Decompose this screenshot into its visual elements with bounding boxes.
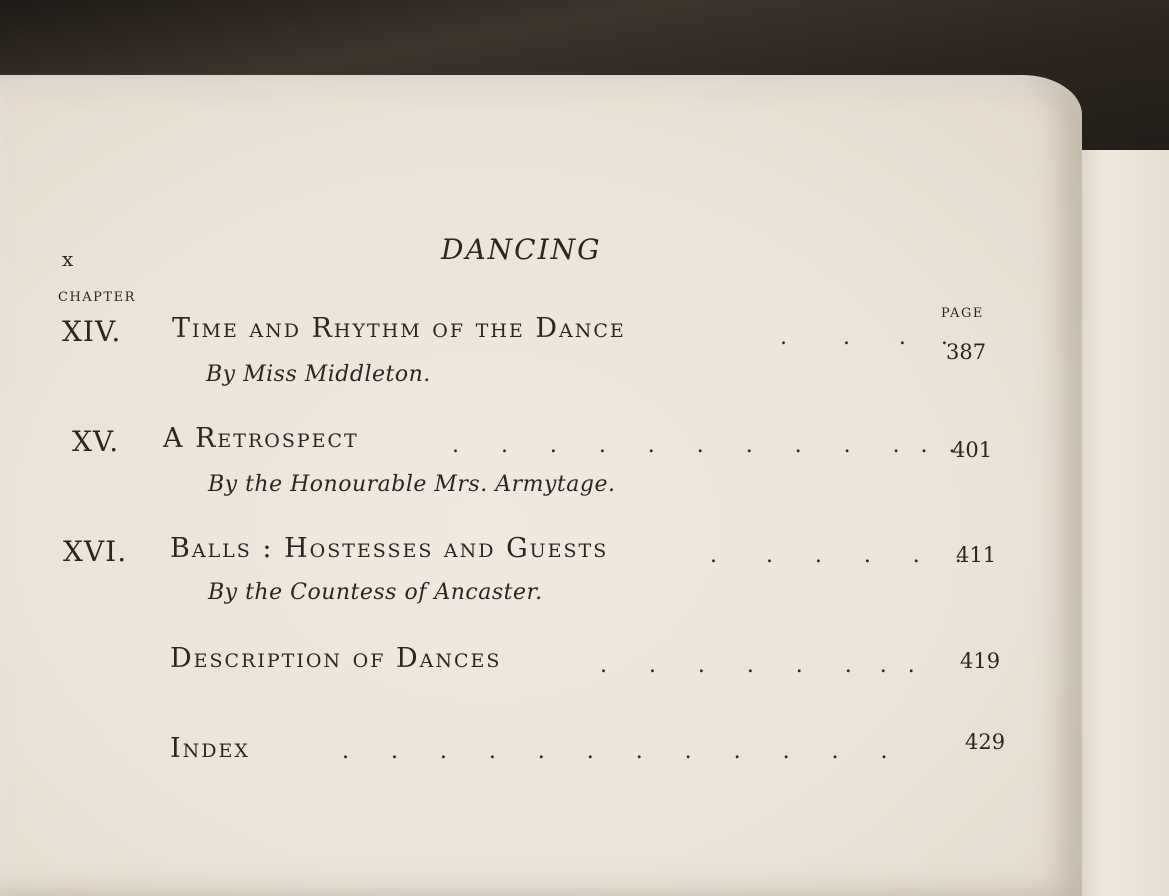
chapter-column-label: CHAPTER	[58, 290, 136, 305]
chapter-number: XVI.	[63, 535, 128, 568]
chapter-author: By the Countess of Ancaster.	[208, 580, 543, 605]
page-number: 429	[965, 730, 1006, 754]
page-column-label: PAGE	[941, 306, 984, 321]
dot-leader: . . . . . . . . . . . .	[452, 433, 956, 458]
chapter-number: XIV.	[62, 315, 122, 348]
chapter-title: Balls : Hostesses and Guests	[170, 533, 609, 564]
page-number: 401	[952, 438, 993, 462]
chapter-title: A Retrospect	[163, 423, 359, 454]
section-title: Description of Dances	[170, 643, 502, 674]
dot-leader: . . . .	[780, 325, 948, 350]
book-page	[0, 75, 1082, 896]
page-number: 419	[960, 649, 1001, 673]
chapter-author: By the Honourable Mrs. Armytage.	[208, 472, 616, 497]
dot-leader: . . . . . . . . . . . .	[342, 739, 888, 764]
chapter-author: By Miss Middleton.	[206, 362, 431, 387]
running-title: DANCING	[441, 233, 602, 266]
chapter-title: Time and Rhythm of the Dance	[172, 313, 626, 344]
chapter-number: XV.	[72, 425, 120, 458]
section-title: Index	[170, 733, 250, 764]
page-roman-numeral: x	[62, 247, 74, 271]
dot-leader: . . . . . . . .	[600, 653, 915, 678]
dot-leader: . . . . . .	[710, 543, 962, 568]
page-number: 387	[946, 340, 987, 364]
page-number: 411	[956, 543, 997, 567]
